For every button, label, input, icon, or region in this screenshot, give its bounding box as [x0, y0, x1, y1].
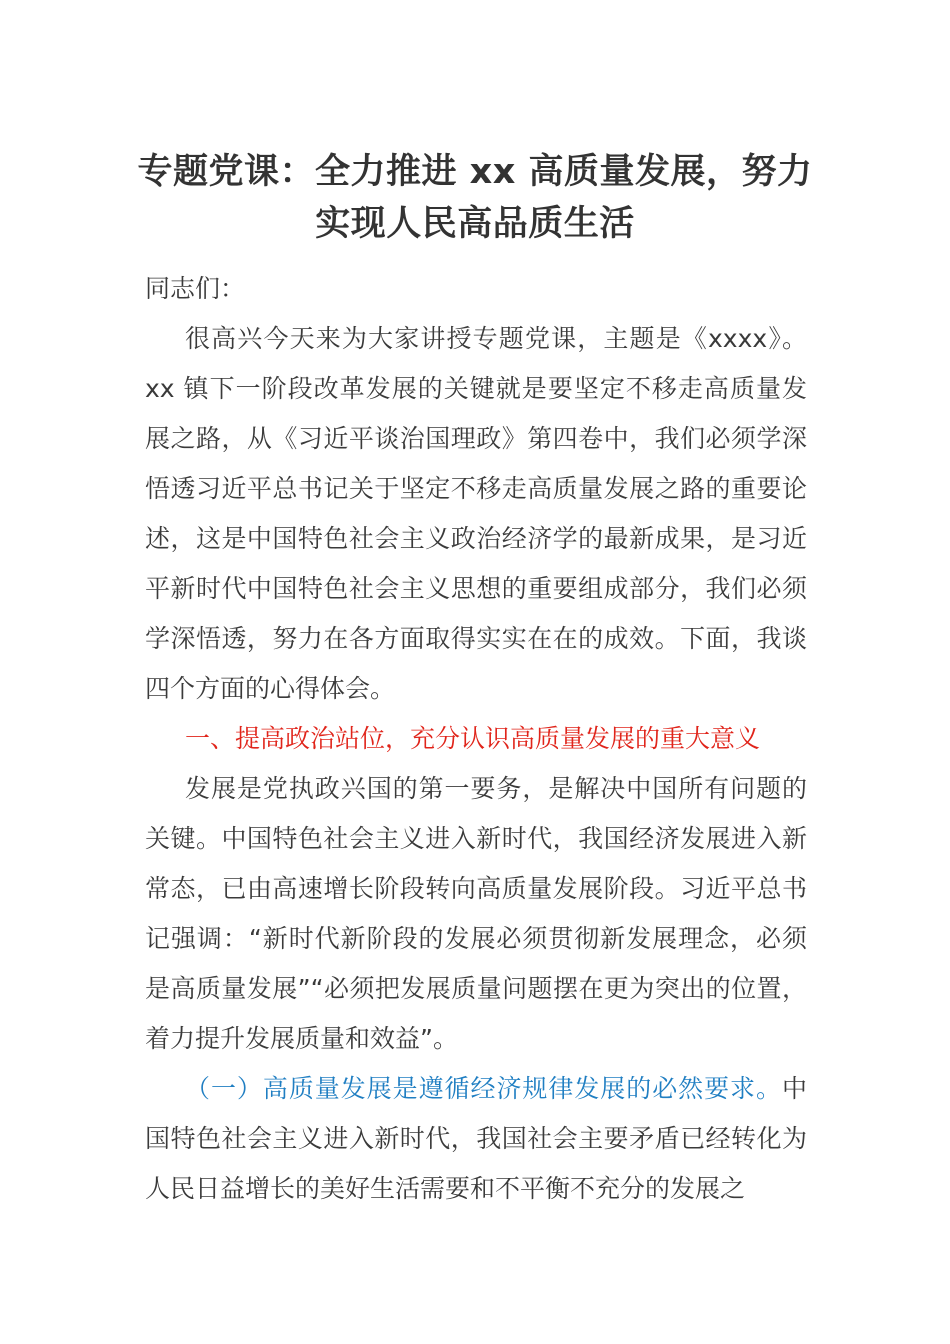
section-heading-1: 一、提高政治站位，充分认识高质量发展的重大意义: [185, 724, 761, 753]
subsection-heading-1: （一）高质量发展是遵循经济规律发展的必然要求。: [185, 1074, 782, 1103]
paragraph-intro: 很高兴今天来为大家讲授专题党课，主题是《xxxx》。xx 镇下一阶段改革发展的关键就是要坚定不移走高质量发展之路，从《习近平谈治国理政》第四卷中，我们必须学深悟透习近平总书记关于坚定不移走高质量发展之路的重要论述，这是中国特色社会主义政治经济学的最新成果，是习近平新时代中国特色社会主义思想的重要组成部分，我们必须学深悟透，努力在各方面取得实实在在的成效。下面，我谈四个方面的心得体会。: [145, 324, 807, 703]
paragraph-subsection-1: [145, 1064, 807, 1214]
title-line-1: 专题党课：全力推进 xx 高质量发展，努力: [137, 152, 813, 192]
document-body: [145, 264, 807, 1214]
salutation: 同志们：: [145, 274, 246, 303]
subsection-1-text: 中国特色社会主义进入新时代，我国社会主要矛盾已经转化为人民日益增长的美好生活需要和不平衡不充分的发展之: [145, 1074, 807, 1203]
document-title: [120, 146, 830, 250]
paragraph-section-1: 发展是党执政兴国的第一要务，是解决中国所有问题的关键。中国特色社会主义进入新时代，我国经济发展进入新常态，已由高速增长阶段转向高质量发展阶段。习近平总书记强调：“新时代新阶段的发展必须贯彻新发展理念，必须是高质量发展”“必须把发展质量问题摆在更为突出的位置，着力提升发展质量和效益”。: [145, 774, 807, 1053]
title-line-2: 实现人民高品质生活: [315, 204, 635, 244]
